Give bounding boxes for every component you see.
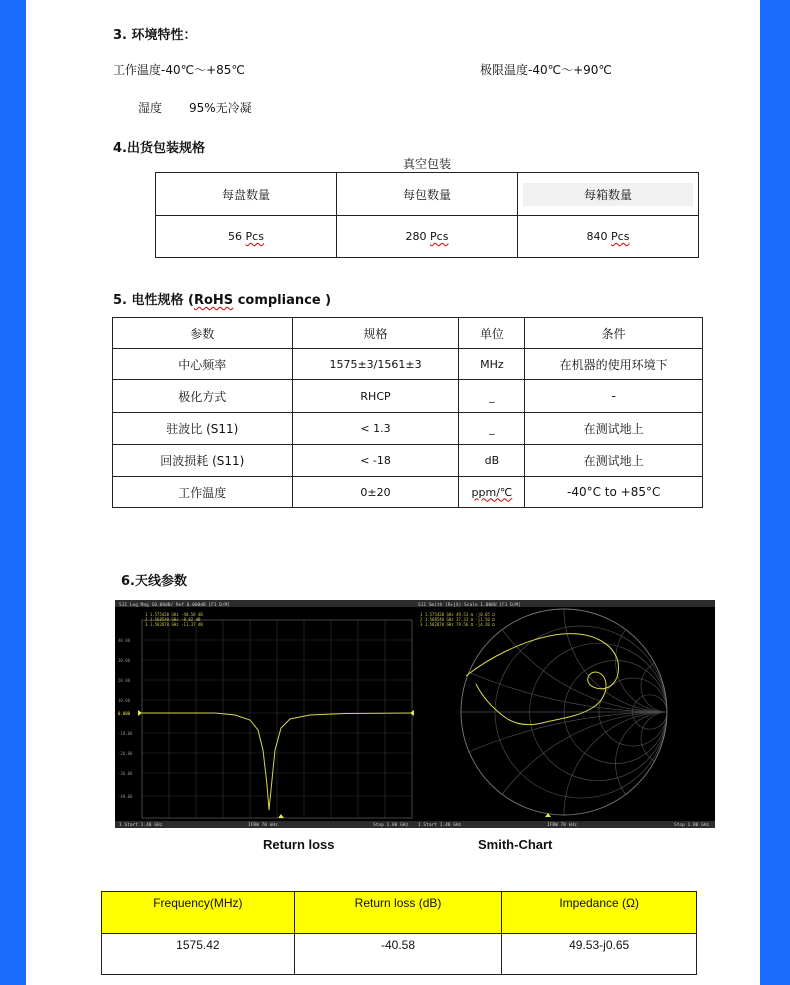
antenna-parameter-table [101,891,697,975]
header-cell: 参数 [113,318,293,349]
plot-ifbw-label: IFBW 70 kHz [248,823,278,828]
smith-chart-svg [414,600,715,828]
humidity-value: 95%无冷凝 [189,101,252,115]
qty-number: 56 [228,230,243,243]
table-cell: 极化方式 [113,380,293,413]
table-cell: 工作温度 [113,477,293,508]
return-loss-plot [115,600,414,828]
smith-trace [466,634,618,725]
table-cell: 1575.42 [102,934,295,975]
svg-text:-20.00: -20.00 [118,751,133,756]
table-row [113,445,703,477]
qty-number: 280 [405,230,427,243]
svg-text:-10.00: -10.00 [118,731,133,736]
packing-caption: 真空包装 [403,157,452,171]
right-edge-bar [760,0,790,985]
header-cell: 每包数量 [337,173,518,216]
header-cell-label: 每箱数量 [523,183,693,206]
return-loss-svg [115,600,414,828]
ref-marker-left [138,710,142,716]
table-cell: 0±20 [292,477,459,508]
svg-text:20.00: 20.00 [118,678,131,683]
table-row [102,934,697,975]
qty-unit: Pcs [430,230,449,243]
table-cell: _ [459,413,525,445]
table-row [113,349,703,380]
header-cell: 规格 [292,318,459,349]
section-5-title [113,289,331,308]
plot-header-text: S11 Log Mag 10.00dB/ Ref 0.000dB [F1 D/M] [119,603,231,608]
rohs-text: RoHS [193,293,234,308]
svg-text:3 1.582870 GHz 79.56 Ω -j4.: 3 1.582870 GHz 79.56 Ω -j4.20 Ω [420,622,495,627]
svg-text:40.00: 40.00 [118,638,131,643]
svg-text:1 1.575420 GHz -40.58 dB: 1 1.575420 GHz -40.58 dB [145,612,203,617]
table-header-row [113,318,703,349]
table-cell: 在机器的使用环境下 [525,349,703,380]
table-row [113,380,703,413]
smith-marker-readouts [420,612,495,627]
header-cell: Frequency(MHz) [102,892,295,934]
plot-start-label: 1 Start 1.40 GHz [119,823,163,828]
qty-number: 840 [586,230,608,243]
section-6-title: 6.天线参数 [121,574,187,589]
header-cell: 每盘数量 [156,173,337,216]
table-cell: < -18 [292,445,459,477]
header-cell: Impedance (Ω) [502,892,697,934]
return-loss-caption: Return loss [263,837,335,852]
table-cell: 1575±3/1561±3 [292,349,459,380]
table-cell [156,216,337,258]
table-row [113,477,703,508]
header-cell [518,173,699,216]
header-cell: Return loss (dB) [294,892,502,934]
table-cell: ppm/℃ [459,477,525,508]
table-cell: 在测试地上 [525,445,703,477]
electrical-spec-table [112,317,703,508]
svg-text:2 1.568540 GHz -8.82 dB: 2 1.568540 GHz -8.82 dB [145,617,201,622]
table-cell [518,216,699,258]
table-row [156,216,699,258]
svg-text:-40.00: -40.00 [118,794,133,799]
table-row [113,413,703,445]
table-cell: 驻波比 (S11) [113,413,293,445]
table-cell [337,216,518,258]
plot-ifbw-label: IFBW 70 kHz [547,823,577,828]
table-cell: 回波损耗 (S11) [113,445,293,477]
table-cell: RHCP [292,380,459,413]
smith-chart-plot [414,600,715,828]
svg-text:30.00: 30.00 [118,658,131,663]
header-cell: 条件 [525,318,703,349]
table-cell: 在测试地上 [525,413,703,445]
work-temperature: 工作温度-40℃～+85℃ [113,63,245,77]
humidity-label: 湿度 [138,101,163,115]
ref-level-label: 0.000 [118,711,131,716]
plot-start-label: 1 Start 1.40 GHz [418,823,462,828]
section-5-title-suffix: compliance ) [233,293,332,308]
packing-table [155,172,699,258]
limit-temperature: 极限温度-40℃～+90℃ [480,63,612,77]
stimulus-marker [278,814,284,818]
svg-text:1 1.575420 GHz 49.53 Ω -j0.: 1 1.575420 GHz 49.53 Ω -j0.65 Ω [420,612,495,617]
table-cell: _ [459,380,525,413]
table-cell: < 1.3 [292,413,459,445]
header-cell: 单位 [459,318,525,349]
section-4-title: 4.出货包装规格 [113,141,205,156]
marker-readouts [145,612,203,627]
table-cell: 中心频率 [113,349,293,380]
svg-text:-30.00: -30.00 [118,771,133,776]
table-cell: - [525,380,703,413]
svg-text:3 1.582870 GHz -11.37 dB: 3 1.582870 GHz -11.37 dB [145,622,203,627]
left-edge-bar [0,0,26,985]
section-5-title-prefix: 5. 电性规格 ( [113,293,194,308]
svg-text:10.00: 10.00 [118,698,131,703]
plot-grid [142,620,412,818]
table-cell: -40.58 [294,934,502,975]
plot-stop-label: Stop 1.80 GHz [373,823,409,828]
table-cell: 49.53-j0.65 [502,934,697,975]
table-cell: MHz [459,349,525,380]
smith-chart-caption: Smith-Chart [478,837,553,852]
svg-text:2 1.568540 GHz 37.33 Ω -j1.: 2 1.568540 GHz 37.33 Ω -j1.50 Ω [420,617,495,622]
table-cell: -40°C to +85°C [525,477,703,508]
qty-unit: Pcs [245,230,264,243]
plot-y-ticks [118,638,133,799]
plot-stop-label: Stop 1.80 GHz [674,823,710,828]
table-header-row [156,173,699,216]
section-3-title: 3. 环境特性： [113,28,197,43]
table-cell: dB [459,445,525,477]
plot-header-text: S11 Smith (R+jX) Scale 1.000U [F1 D/M] [418,603,521,608]
qty-unit: Pcs [611,230,630,243]
table-header-row [102,892,697,934]
